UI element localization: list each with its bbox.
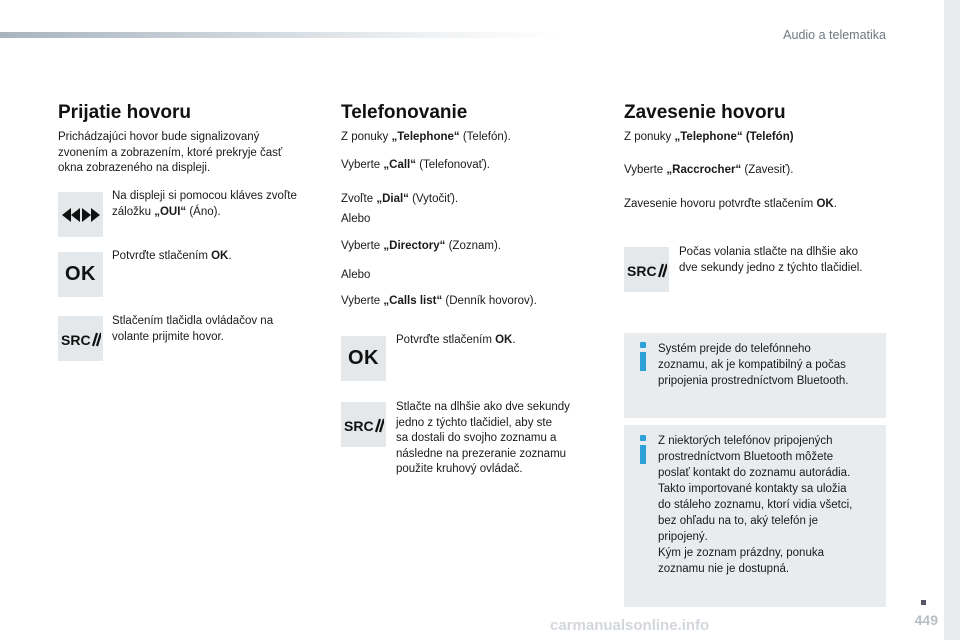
step-text: následne na prezeranie zoznamu	[396, 447, 567, 460]
hangup-src-instruction	[679, 245, 889, 276]
text-span: (Vytočiť).	[408, 193, 459, 205]
info-line: Z niektorých telefónov pripojených	[658, 435, 833, 447]
step-text: Stlačte na dlhšie ako dve sekundy	[396, 401, 570, 413]
calling-line-calls-list	[341, 294, 537, 310]
text-span: Potvrďte stlačením	[112, 250, 212, 262]
step-text: Počas volania stlačte na dlhšie ako	[679, 246, 858, 258]
option-oui: „OUI“	[154, 205, 187, 218]
info-line: zoznamu, ak je kompatibilný a počas	[658, 359, 846, 371]
step-text: jedno z týchto tlačidiel, aby ste	[396, 416, 552, 429]
step-text: Stlačením tlačidla ovládačov na	[112, 315, 274, 327]
intro-line: zvonením a zobrazením, ktoré prekryje časť	[58, 146, 283, 159]
step-text: Na displeji si pomocou kláves zvoľte	[112, 190, 297, 202]
ok-icon: OK	[65, 263, 96, 285]
menu-telephone: „Telephone“ (Telefón)	[674, 131, 794, 143]
info-box-phonebook	[624, 333, 886, 418]
page-number: 449	[914, 612, 938, 628]
info-line: bez ohľadu na to, aký telefón je	[658, 515, 818, 527]
step-text: dve sekundy jedno z týchto tlačidiel.	[679, 261, 863, 274]
src-button-tile	[624, 247, 669, 292]
menu-directory: „Directory“	[383, 240, 446, 252]
calling-title: Telefonovanie	[341, 102, 468, 123]
step-text: sa dostali do svojho zoznamu a	[396, 432, 557, 444]
text-span: Vyberte	[341, 159, 384, 171]
calling-line-telephone	[341, 130, 511, 146]
page-marker	[921, 600, 926, 605]
src-label: SRC	[60, 331, 91, 347]
menu-calls-list: „Calls list“	[383, 295, 443, 307]
menu-telephone: „Telephone“	[391, 131, 460, 143]
text-span: Vyberte	[341, 240, 384, 252]
calling-or-1: Alebo	[341, 213, 371, 225]
info-line: Takto importované kontakty sa uložia	[658, 483, 847, 495]
src-label: SRC	[343, 417, 374, 433]
src-steering-icon	[627, 262, 667, 278]
text-span: (Áno).	[186, 205, 221, 218]
intro-line: Prichádzajúci hovor bude signalizovaný	[58, 131, 260, 143]
hangup-line-raccrocher	[624, 163, 793, 179]
info-text	[658, 433, 852, 577]
step-select-yes	[112, 189, 312, 220]
step-steering-answer	[112, 314, 312, 345]
menu-call: „Call“	[383, 159, 416, 171]
ok-icon: OK	[348, 347, 379, 369]
text-span: Vyberte	[624, 164, 667, 176]
menu-dial: „Dial“	[376, 193, 409, 205]
ok-button-tile	[341, 336, 386, 381]
ok-ref: OK	[495, 334, 513, 346]
info-line: Kým je zoznam prázdny, ponuka	[658, 547, 824, 559]
calling-confirm-ok	[396, 333, 516, 349]
info-line: pripojenia prostredníctvom Bluetooth.	[658, 375, 849, 387]
watermark: carmanualsonline.info	[550, 617, 710, 634]
hang-up-title: Zavesenie hovoru	[624, 102, 786, 123]
info-text	[658, 341, 849, 389]
step-confirm-ok	[112, 249, 312, 265]
text-span: (Zoznam).	[445, 240, 501, 252]
text-span: Zvoľte	[341, 193, 377, 205]
arrow-keys-tile	[58, 192, 103, 237]
info-line: pripojený.	[658, 531, 708, 543]
calling-src-instruction	[396, 400, 596, 478]
text-span: (Telefón).	[459, 131, 511, 143]
ok-ref: OK	[816, 198, 834, 210]
info-line: zoznamu nie je dostupná.	[658, 563, 790, 575]
src-steering-icon	[61, 331, 101, 347]
info-box-contacts	[624, 425, 886, 607]
step-text	[112, 205, 312, 221]
intro-line: okna zobrazeného na displeji.	[58, 162, 211, 174]
hangup-line-telephone	[624, 130, 794, 146]
menu-raccrocher: „Raccrocher“	[666, 164, 742, 176]
section-title: Audio a telematika	[783, 28, 886, 42]
hangup-line-confirm	[624, 197, 837, 213]
calling-line-dial	[341, 192, 458, 208]
text-span: záložku	[112, 205, 155, 218]
text-span: Zavesenie hovoru potvrďte stlačením	[624, 198, 817, 210]
left-right-arrows-icon	[62, 207, 100, 223]
step-text: volante prijmite hovor.	[112, 330, 224, 343]
answer-call-intro	[58, 130, 308, 177]
src-button-tile	[341, 402, 386, 447]
text-span: (Zavesiť).	[741, 164, 794, 176]
text-span: Potvrďte stlačením	[396, 334, 496, 346]
text-span: Z ponuky	[341, 131, 392, 143]
text-span: (Denník hovorov).	[442, 295, 537, 307]
src-steering-icon	[344, 417, 384, 433]
step-text: použite kruhový ovládač.	[396, 463, 523, 475]
answer-call-title: Prijatie hovoru	[58, 102, 192, 123]
page-edge-strip	[944, 0, 960, 640]
ok-button-tile	[58, 252, 103, 297]
header-accent-bar	[0, 32, 560, 38]
ok-ref: OK	[211, 250, 229, 262]
text-span: Z ponuky	[624, 131, 675, 143]
info-line: do stáleho zoznamu, ktorí vidia všetci,	[658, 499, 853, 511]
text-span: .	[833, 198, 837, 210]
calling-line-call	[341, 158, 490, 174]
info-line: poslať kontakt do zoznamu autorádia.	[658, 467, 851, 479]
text-span: .	[228, 250, 232, 262]
text-span: (Telefonovať).	[416, 159, 490, 171]
calling-or-2: Alebo	[341, 269, 371, 281]
src-label: SRC	[626, 262, 657, 278]
info-line: Systém prejde do telefónneho	[658, 343, 811, 355]
text-span: .	[512, 334, 516, 346]
src-button-tile	[58, 316, 103, 361]
info-line: prostredníctvom Bluetooth môžete	[658, 451, 834, 463]
calling-line-directory	[341, 239, 501, 255]
text-span: Vyberte	[341, 295, 384, 307]
